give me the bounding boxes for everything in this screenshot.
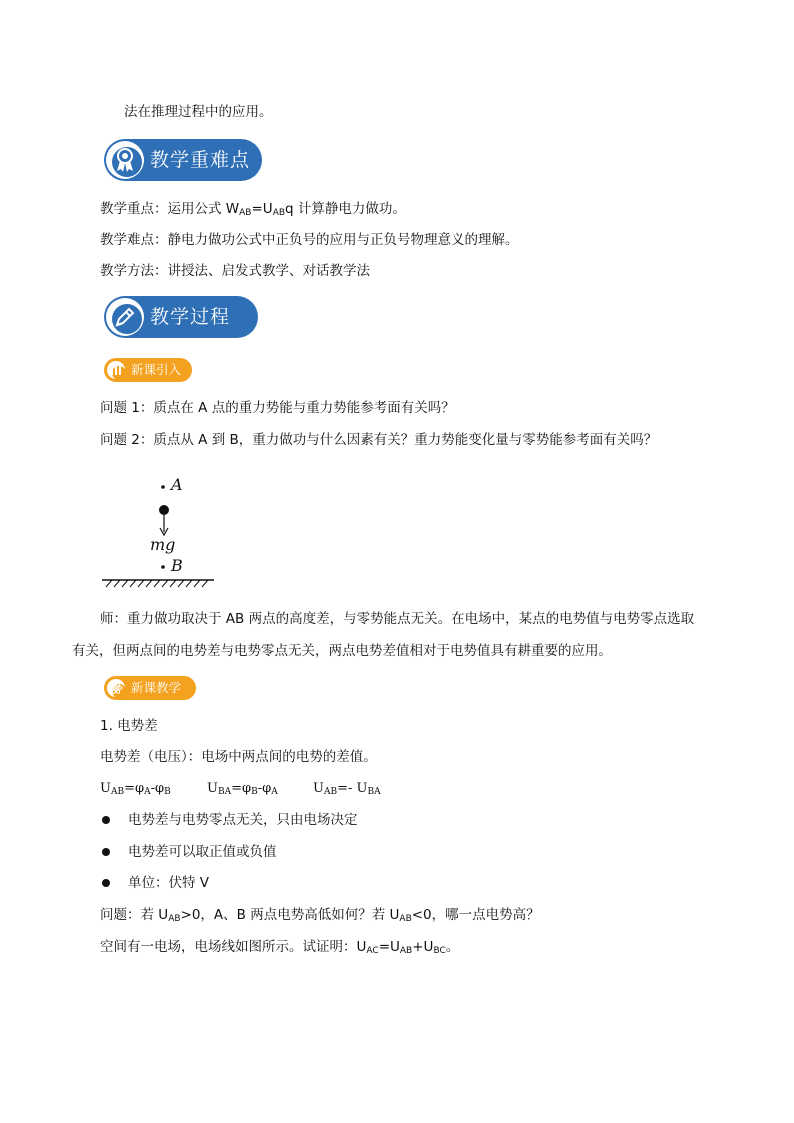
potential-definition: 电势差（电压）：电场中两点间的电势的差值。 (100, 749, 377, 765)
question-2: 问题 2：质点从 A 到 B，重力做功与什么因素有关？重力势能变化量与零势能参考面有关吗？ (100, 432, 658, 448)
bullet-dot (102, 816, 110, 824)
point-b-label: B (171, 556, 183, 575)
bullet-item: 单位：伏特 V (128, 875, 210, 891)
intro-line: 法在推理过程中的应用。 (124, 104, 273, 120)
section-title: 教学重难点 (150, 149, 251, 171)
ribbon-award-icon (114, 147, 136, 173)
formula-relation: $U_{AB}=-$ $U_{BA}$ (313, 781, 381, 797)
potential-heading: 1. 电势差 (100, 718, 158, 734)
section-banner-key-points (104, 139, 262, 181)
point-a-label: A (171, 475, 183, 494)
gravity-diagram (100, 470, 220, 590)
teaching-difficulty: 教学难点：静电力做功公式中正负号的应用与正负号物理意义的理解。 (100, 232, 519, 248)
section-title: 教学过程 (150, 306, 231, 328)
gravity-figure (100, 470, 220, 590)
teaching-focus: 教学重点：运用公式 $W_{AB}=U_{AB}q$ 计算静电力做功。 (100, 201, 406, 218)
bullet-dot (102, 879, 110, 887)
question-1: 问题 1：质点在 A 点的重力势能与重力势能参考面有关吗？ (100, 400, 455, 416)
teacher-line-1: 师：重力做功取决于 AB 两点的高度差，与零势能点无关。在电场中，某点的电势值与电势零点选取 (100, 611, 695, 627)
teacher-line-2: 有关，但两点间的电势差与电势零点无关，两点电势差值相对于电势值具有耕重要的应用。 (72, 643, 612, 659)
books-icon (110, 365, 122, 375)
bullet-dot (102, 848, 110, 856)
section-banner-process (104, 296, 258, 338)
formula-uba: $U_{BA}=\varphi_B-\varphi_A$ (207, 781, 278, 797)
formula-uab: $U_{AB}=\varphi_A-\varphi_B$ (100, 781, 171, 797)
bullet-item: 电势差与电势零点无关，只由电场决定 (128, 812, 358, 828)
proof-prompt: 空间有一电场，电场线如图所示。试证明：$U_{AC}=U_{AB}+U_{BC}$。 (100, 939, 460, 956)
atom-icon (109, 681, 123, 695)
pencil-icon (113, 305, 137, 329)
teaching-method: 教学方法：讲授法、启发式教学、对话教学法 (100, 263, 370, 279)
bullet-item: 电势差可以取正值或负值 (128, 844, 277, 860)
tag-new-lesson-intro: 新课引入 (104, 358, 192, 382)
question-sign: 问题：若 $U_{AB}>0$，A、B 两点电势高低如何？若 $U_{AB}<0$，哪一点电势高？ (100, 907, 540, 924)
tag-new-lesson-teaching: 新课教学 (104, 676, 196, 700)
weight-label: mg (150, 535, 176, 554)
